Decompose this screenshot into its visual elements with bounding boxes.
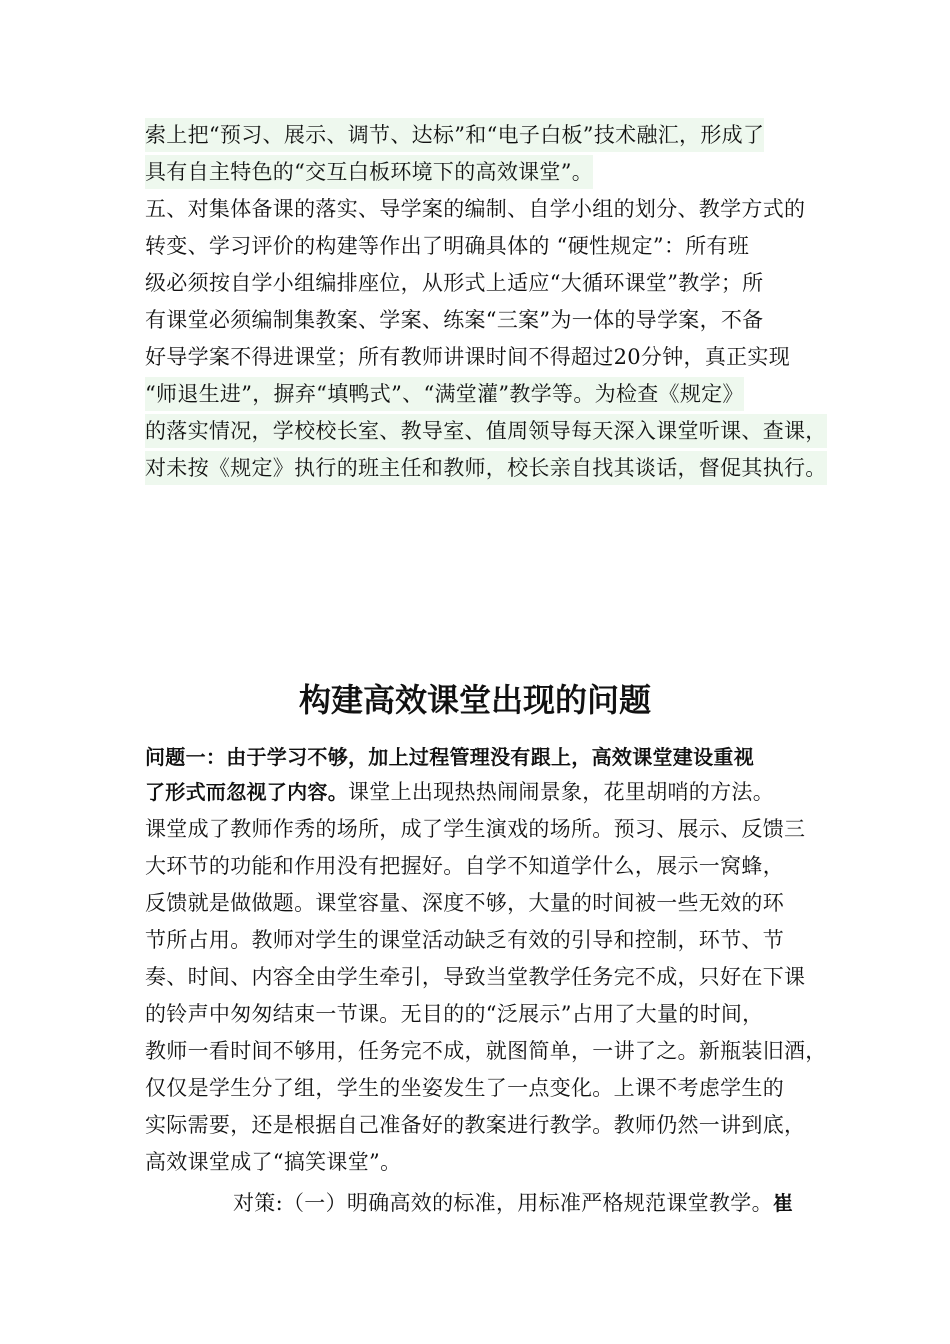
text-line: 奏、时间、内容全由学生牵引，导致当堂教学任务完不成，只好在下课 — [145, 965, 806, 989]
text-line: 课堂成了教师作秀的场所，成了学生演戏的场所。预习、展示、反馈三 — [145, 817, 806, 841]
text-line: 大环节的功能和作用没有把握好。自学不知道学什么，展示一窝蜂， — [145, 854, 784, 878]
text-line: “师退生进”，摒弃“填鸭式”、“满堂灌”教学等。为检查《规定》 — [145, 377, 744, 411]
problem-title-line: 问题一：由于学习不够，加上过程管理没有跟上，高效课堂建设重视 — [145, 745, 754, 769]
text-line: 实际需要，还是根据自己准备好的教案进行教学。教师仍然一讲到底， — [145, 1113, 806, 1137]
text-line: 节所占用。教师对学生的课堂活动缺乏有效的引导和控制，环节、节 — [145, 928, 784, 952]
text-line-rest: 课堂上出现热热闹闹景象，花里胡哨的方法。 — [348, 780, 774, 804]
countermeasure-tail: 崔 — [772, 1191, 794, 1215]
text-line: 转变、学习评价的构建等作出了明确具体的 “硬性规定”：所有班 — [145, 234, 750, 258]
section-heading: 构建高效课堂出现的问题 — [298, 681, 651, 719]
text-line: 反馈就是做做题。课堂容量、深度不够，大量的时间被一些无效的环 — [145, 891, 784, 915]
text-line: 级必须按自学小组编排座位，从形式上适应“大循环课堂”教学；所 — [145, 271, 764, 295]
countermeasure-text: 对策:（一）明确高效的标准，用标准严格规范课堂教学。 — [233, 1191, 773, 1215]
countermeasure-line — [233, 1186, 793, 1220]
text-line: 对未按《规定》执行的班主任和教师，校长亲自找其谈话，督促其执行。 — [145, 451, 827, 485]
text-line: 五、对集体备课的落实、导学案的编制、自学小组的划分、教学方式的 — [145, 197, 806, 221]
text-line: 索上把“预习、展示、调节、达标”和“电子白板”技术融汇，形成了 — [145, 118, 764, 152]
problem-title-tail: 了形式而忽视了内容。 — [145, 780, 348, 804]
text-line: 教师一看时间不够用，任务完不成，就图简单，一讲了之。新瓶装旧酒， — [145, 1039, 827, 1063]
text-line: 仅仅是学生分了组，学生的坐姿发生了一点变化。上课不考虑学生的 — [145, 1076, 784, 1100]
text-line: 的落实情况，学校校长室、教导室、值周领导每天深入课堂听课、查课， — [145, 414, 827, 448]
text-line: 的铃声中匆匆结束一节课。无目的的“泛展示”占用了大量的时间， — [145, 1002, 764, 1026]
text-line: 有课堂必须编制集教案、学案、练案“三案”为一体的导学案，不备 — [145, 308, 764, 332]
text-line — [145, 775, 774, 809]
text-line: 高效课堂成了“搞笑课堂”。 — [145, 1150, 402, 1174]
text-line: 具有自主特色的“交互白板环境下的高效课堂”。 — [145, 155, 593, 189]
text-line: 好导学案不得进课堂；所有教师讲课时间不得超过20分钟，真正实现 — [145, 345, 791, 369]
